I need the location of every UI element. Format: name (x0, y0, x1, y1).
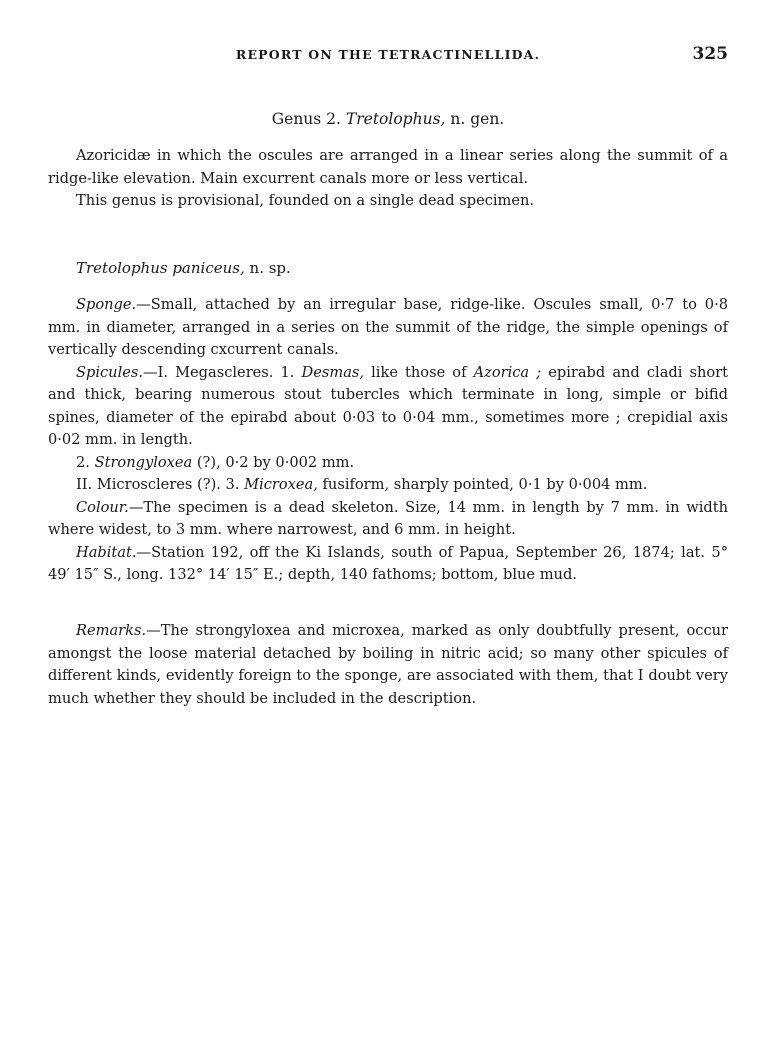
genus-description-paragraph: This genus is provisional, founded on a single dead specimen. (76, 192, 535, 209)
spicules-text: epirabd and cladi short and thick, bearing numerous stout tubercles which terminate in long, simple or bifid spines, diameter of the epirabd about 0·03 to 0·04 mm., sometimes more ; crepidial axis 0·02 mm. in length. (48, 363, 729, 448)
azorica-term: Azorica ; (473, 363, 542, 381)
habitat-text: —Station 192, off the Ki Islands, south of Papua, September 26, 1874; lat. 5° 49′ 15″ S., long. 132° 14′ 15″ E.; depth, 140 fathoms; bottom, blue mud. (48, 543, 728, 583)
strongyloxea-term: Strongyloxea (94, 453, 193, 471)
genus-name: Tretolophus, (345, 110, 446, 128)
remarks-section (48, 620, 728, 710)
species-suffix: n. sp. (249, 259, 291, 277)
genus-heading (0, 110, 776, 128)
microxea-term: Microxea, (244, 476, 318, 493)
microscleres-text: II. Microscleres (?). 3. (76, 476, 240, 493)
microscleres-paragraph (48, 474, 728, 497)
remarks-label: Remarks. (76, 622, 147, 639)
species-description (48, 294, 728, 587)
sponge-label: Sponge. (76, 296, 137, 313)
species-name: Tretolophus paniceus, (76, 259, 245, 277)
strongyloxea-number: 2. (76, 453, 90, 471)
spicules-paragraph (48, 362, 728, 452)
spicules-label: Spicules. (76, 363, 144, 381)
strongyloxea-text: (?), 0·2 by 0·002 mm. (196, 453, 355, 471)
genus-description-paragraph: Azoricidæ in which the oscules are arranged in a linear series along the summit of a ridge-like elevation. Main excurrent canals more or less vertical. (48, 147, 728, 187)
desmas-term: Desmas, (301, 363, 365, 381)
spicules-text: —I. Megascleres. 1. (143, 363, 295, 381)
remarks-paragraph (48, 620, 728, 710)
page-number: 325 (692, 44, 728, 64)
colour-text: —The specimen is a dead skeleton. Size, 14 mm. in length by 7 mm. in width where widest, to 3 mm. where narrowest, and 6 mm. in height. (48, 498, 728, 538)
running-title: REPORT ON THE TETRACTINELLIDA. (235, 47, 541, 62)
genus-label: Genus 2. (271, 110, 341, 128)
strongyloxea-paragraph (48, 452, 728, 475)
spicules-text: like those of (371, 363, 467, 381)
habitat-paragraph (48, 542, 728, 587)
genus-suffix: n. gen. (450, 110, 505, 128)
habitat-label: Habitat. (76, 543, 137, 561)
sponge-text: —Small, attached by an irregular base, ridge-like. Oscules small, 0·7 to 0·8 mm. in diameter, arranged in a series on the summit of the ridge, the simple openings of vertically descending cxcurrent canals. (48, 296, 728, 358)
sponge-paragraph (48, 294, 728, 362)
colour-label: Colour. (76, 498, 129, 516)
genus-description (48, 145, 728, 213)
remarks-text: —The strongyloxea and microxea, marked as only doubtfully present, occur amongst the loose material detached by boiling in nitric acid; so many other spicules of different kinds, evidently foreign to the sponge, are associated with them, that I doubt very much whether they should be included in the description. (48, 622, 728, 707)
species-heading (76, 259, 291, 277)
colour-paragraph (48, 497, 728, 542)
microscleres-text: fusiform, sharply pointed, 0·1 by 0·004 mm. (322, 476, 648, 493)
